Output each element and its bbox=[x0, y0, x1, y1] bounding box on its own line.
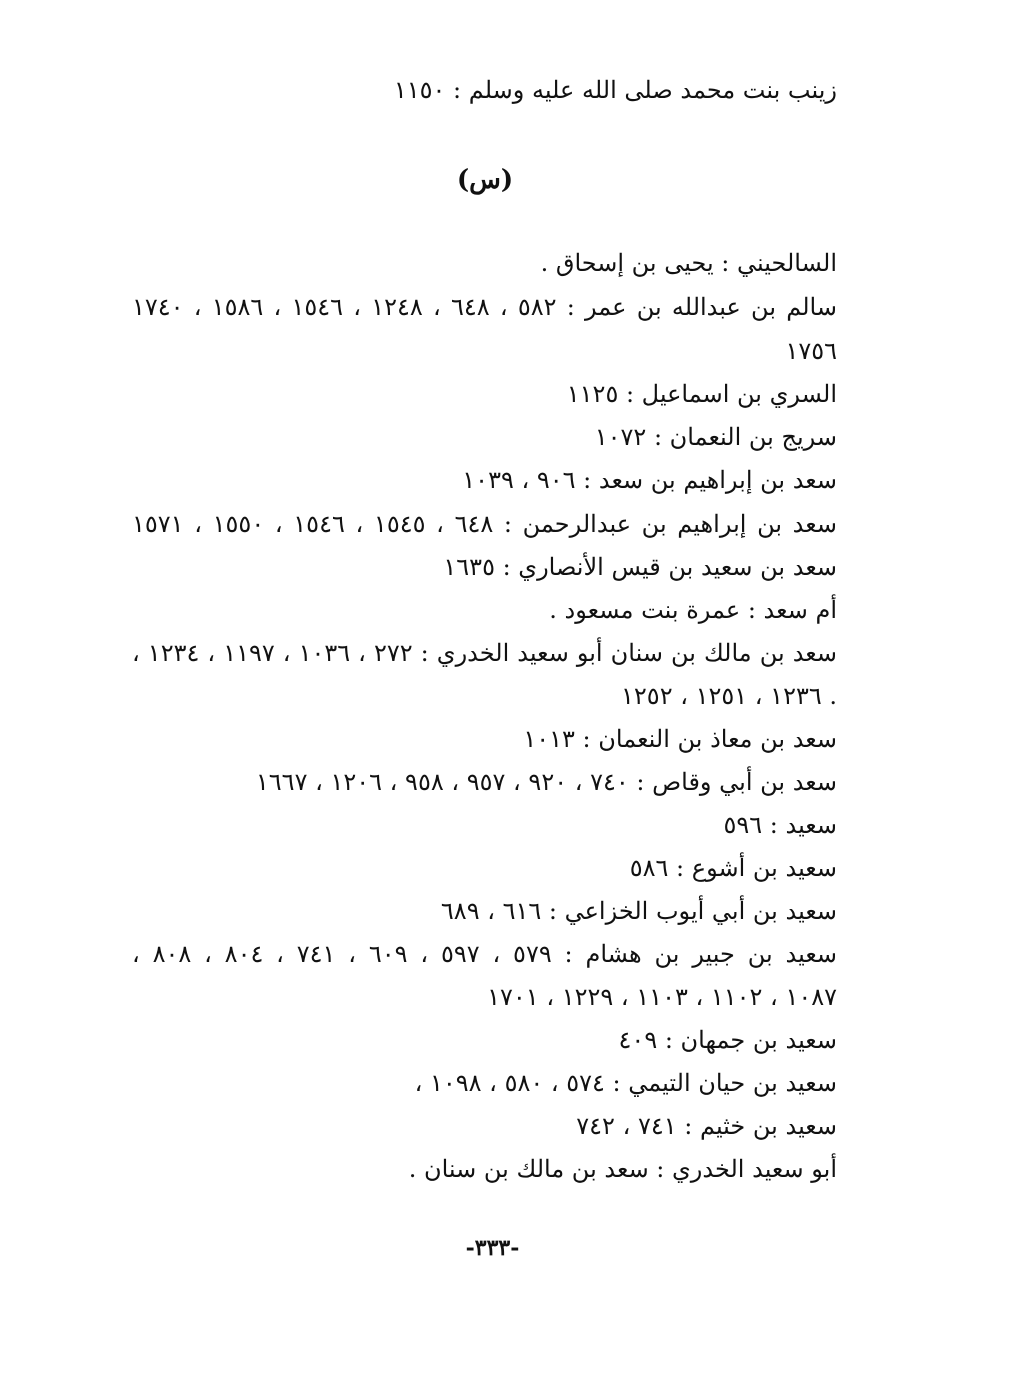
index-entry: سعد بن مالك بن سنان أبو سعيد الخدري : ٢٧٢ ، ١٠٣٦ ، ١١٩٧ ، ١٢٣٤ ، bbox=[132, 639, 837, 667]
index-entry: السري بن اسماعيل : ١١٢٥ bbox=[566, 380, 837, 408]
section-heading-sin: (س) bbox=[456, 165, 514, 195]
index-entry: سعد بن أبي وقاص : ٧٤٠ ، ٩٢٠ ، ٩٥٧ ، ٩٥٨ ، ١٢٠٦ ، ١٦٦٧ bbox=[255, 768, 837, 796]
index-entry-continuation: ١٧٥٦ bbox=[785, 337, 837, 365]
index-entry: سعيد : ٥٩٦ bbox=[723, 811, 837, 839]
index-entry: سعيد بن حيان التيمي : ٥٧٤ ، ٥٨٠ ، ١٠٩٨ ، bbox=[414, 1069, 837, 1097]
index-entry: سعد بن إبراهيم بن سعد : ٩٠٦ ، ١٠٣٩ bbox=[462, 466, 837, 494]
index-entry: سعد بن معاذ بن النعمان : ١٠١٣ bbox=[523, 725, 837, 753]
index-entry: سريج بن النعمان : ١٠٧٢ bbox=[594, 423, 837, 451]
index-entry: أبو سعيد الخدري : سعد بن مالك بن سنان . bbox=[408, 1155, 837, 1183]
index-entry: أم سعد : عمرة بنت مسعود . bbox=[549, 596, 837, 624]
index-entry: سعيد بن أشوع : ٥٨٦ bbox=[629, 854, 837, 882]
index-entry: سعيد بن أبي أيوب الخزاعي : ٦١٦ ، ٦٨٩ bbox=[440, 897, 837, 925]
index-entry: سالم بن عبدالله بن عمر : ٥٨٢ ، ٦٤٨ ، ١٢٤٨ ، ١٥٤٦ ، ١٥٨٦ ، ١٧٤٠ bbox=[132, 293, 837, 321]
index-entry: سعد بن سعيد بن قيس الأنصاري : ١٦٣٥ bbox=[443, 553, 837, 581]
index-entry-continuation: ١٠٨٧ ، ١١٠٢ ، ١١٠٣ ، ١٢٢٩ ، ١٧٠١ bbox=[487, 983, 837, 1011]
index-entry: سعيد بن جمهان : ٤٠٩ bbox=[618, 1026, 837, 1054]
index-entry-continuation: ١٢٣٦ ، ١٢٥١ ، ١٢٥٢ . bbox=[621, 682, 837, 710]
page-number: -٣٣٣- bbox=[465, 1235, 520, 1261]
index-entry: سعيد بن جبير بن هشام : ٥٧٩ ، ٥٩٧ ، ٦٠٩ ، ٧٤١ ، ٨٠٤ ، ٨٠٨ ، bbox=[132, 940, 838, 968]
index-entry: سعد بن إبراهيم بن عبدالرحمن : ٦٤٨ ، ١٥٤٥ ، ١٥٤٦ ، ١٥٥٠ ، ١٥٧١ bbox=[132, 510, 837, 538]
index-entry: السالحيني : يحيى بن إسحاق . bbox=[540, 249, 837, 277]
index-entry: سعيد بن خثيم : ٧٤١ ، ٧٤٢ bbox=[576, 1112, 837, 1140]
entry-zaynab: زينب بنت محمد صلى الله عليه وسلم : ١١٥٠ bbox=[393, 76, 837, 104]
